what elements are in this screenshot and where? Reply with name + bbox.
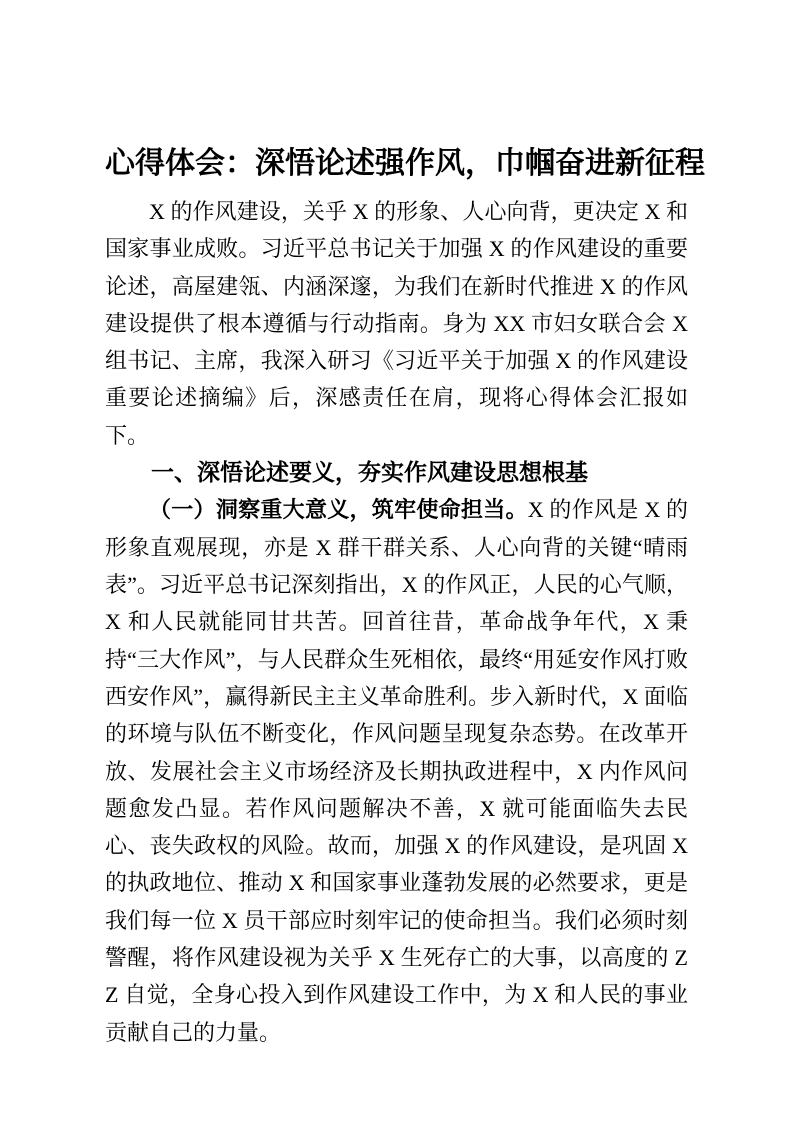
section-heading: 一、深悟论述要义，夯实作风建设思想根基 <box>151 459 588 486</box>
intro-paragraph: X 的作风建设，关乎 X 的形象、人心向背，更决定 X 和国家事业成败。习近平总书记关于加强 X 的作风建设的重要论述，高屋建瓴、内涵深邃，为我们在新时代推进 X 的作风建设提供了根本遵循与行动指南。身为 XX 市妇女联合会 X 组书记、主席，我深入研习《习近平关于加强 X 的作风建设重要论述摘编》后，深感责任在肩，现将心得体会汇报如下。 <box>105 199 688 448</box>
subsection-paragraph <box>105 491 688 1050</box>
document-title: 心得体会：深悟论述强作风，巾帼奋进新征程 <box>105 147 705 180</box>
subsection-lead: （一）洞察重大意义，筑牢使命担当。 <box>149 497 528 523</box>
subsection-text: X 的作风是 X 的形象直观展现，亦是 X 群干群关系、人心向背的关键“晴雨表”。习近平总书记深刻指出，X 的作风正，人民的心气顺，X 和人民就能同甘共苦。回首往昔，革命战争年代，X 秉持“三大作风”，与人民群众生死相依，最终“用延安作风打败西安作风”，赢得新民主主义革命胜利。步入新时代，X 面临的环境与队伍不断变化，作风问题呈现复杂态势。在改革开放、发展社会主义市场经济及长期执政进程中，X 内作风问题愈发凸显。若作风问题解决不善，X 就可能面临失去民心、丧失政权的风险。故而，加强 X 的作风建设，是巩固 X 的执政地位、推动 X 和国家事业蓬勃发展的必然要求，更是我们每一位 X 员干部应时刻牢记的使命担当。我们必须时刻警醒，将作风建设视为关乎 X 生死存亡的大事，以高度的 ZZ 自觉，全身心投入到作风建设工作中，为 X 和人民的事业贡献自己的力量。 <box>105 497 688 1045</box>
